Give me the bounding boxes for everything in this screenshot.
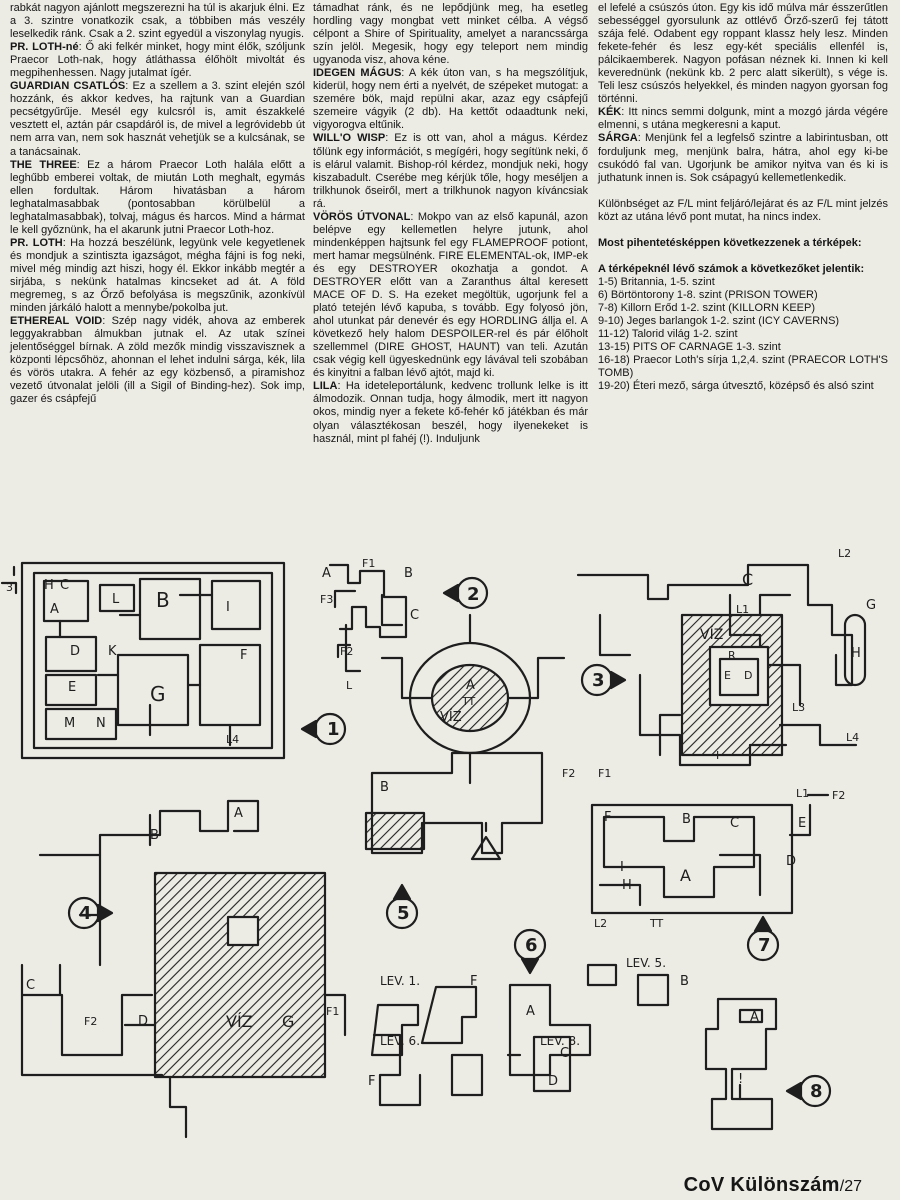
svg-text:L4: L4	[226, 733, 240, 746]
map-1-number: 1	[327, 719, 340, 740]
left-column-paragraph	[10, 237, 305, 315]
middle-column-paragraph	[313, 2, 588, 67]
svg-text:C: C	[742, 570, 754, 589]
map-8-killorn-keep-level-2	[706, 999, 776, 1129]
svg-text:M: M	[64, 716, 76, 731]
svg-text:G: G	[282, 1012, 295, 1031]
svg-text:K: K	[108, 644, 117, 659]
svg-text:B: B	[680, 974, 689, 989]
page-number: /27	[839, 1178, 862, 1195]
svg-text:D: D	[138, 1014, 149, 1029]
svg-text:A: A	[466, 678, 475, 693]
svg-text:I: I	[620, 860, 624, 875]
svg-text:!: !	[738, 1072, 744, 1087]
map-5-number: 5	[397, 903, 410, 924]
svg-text:L2: L2	[594, 917, 608, 930]
left-column-entry-heading: THE THREE	[10, 158, 77, 171]
svg-text:L: L	[112, 592, 120, 607]
svg-text:L2: L2	[838, 547, 852, 560]
svg-text:C: C	[560, 1046, 570, 1061]
svg-text:F1: F1	[362, 557, 376, 570]
map-4-britannia-level-4	[22, 801, 345, 1137]
svg-text:A: A	[322, 566, 331, 581]
legend-item: 19-20) Éteri mező, sárga útvesztő, középső és alsó szint	[598, 380, 874, 393]
svg-text:A: A	[50, 602, 59, 617]
middle-column-entry-text: : Ha ideteleportálunk, kedvenc trollunk lelke is itt álmodozik. Onnan tudja, hogy álmodik, mert itt nagyon okos, mindig nyer a fekete kő-fehér kő játékban és már olyan választékosan beszél, hogy ilyenekeket is használ, mint pl fahéj (!). Induljunk	[313, 380, 588, 445]
svg-text:H: H	[44, 578, 54, 593]
left-column-entry-heading: GUARDIAN CSATLÓS	[10, 80, 126, 93]
text-column-middle	[313, 2, 588, 446]
legend-item: 1-5) Britannia, 1-5. szint	[598, 275, 715, 288]
left-column-entry-heading: PR. LOTH	[10, 236, 63, 249]
map-legend-list	[598, 276, 888, 393]
left-column-paragraph	[10, 41, 305, 80]
middle-column-paragraph	[313, 211, 588, 381]
svg-text:C: C	[26, 978, 36, 993]
svg-text:E: E	[68, 680, 77, 695]
svg-text:F: F	[604, 810, 612, 825]
left-column-paragraph	[10, 159, 305, 237]
svg-text:A: A	[526, 1004, 535, 1019]
map-7-number: 7	[758, 935, 771, 956]
svg-text:L1: L1	[796, 787, 810, 800]
left-column-entry-heading: ETHEREAL VOID	[10, 315, 103, 328]
svg-text:L: L	[346, 679, 353, 692]
svg-text:I: I	[716, 749, 720, 762]
map-notation-note: Különbséget az F/L mint feljáró/lejárat és az F/L mint jelzés közt az utána lévő pont mutat, ha nincs index.	[598, 197, 888, 223]
middle-column-entry-heading: LILA	[313, 380, 338, 393]
svg-text:E: E	[798, 816, 807, 831]
svg-text:VÍZ: VÍZ	[440, 710, 462, 725]
svg-text:F2: F2	[562, 767, 576, 780]
left-column-paragraph	[10, 2, 305, 41]
middle-column-entry-heading: VÖRÖS ÚTVONAL	[313, 210, 411, 223]
svg-text:F: F	[470, 974, 478, 989]
left-column-entry-text: : Ő aki felkér minket, hogy mint élők, szóljunk Praecor Loth-nak, hogy átláthassa élőhölt mivoltát és megpihenhessen. Nagy jutalmat ígér.	[10, 41, 305, 80]
svg-text:F: F	[240, 648, 248, 663]
svg-text:C: C	[410, 608, 420, 623]
svg-text:A: A	[750, 1010, 759, 1025]
middle-column-paragraph	[313, 132, 588, 210]
right-column-entry-text: el lefelé a csúszós úton. Egy kis idő múlva már ésszerűtlen sebességgel gyorsulunk az ottlévő Őrző-szerű fej tátott szája felé. Odabent egy roppant klassz hely lesz. Minden fekete-fehér és lesz egy-két speciális ellenfél is, pálcikaemberek. Nagyon pofásan néznek ki. Innen ki kell keverednünk (nekünk kb. 2 perc alatt sikerült), s vége is. Teli lesz csúszós helyekkel, és minden nagyon gyorsan fog történni.	[598, 2, 888, 106]
svg-text:R: R	[728, 649, 736, 662]
legend-item: 13-15) PITS OF CARNAGE 1-3. szint	[598, 341, 781, 354]
legend-item: 6) Börtöntorony 1-8. szint (PRISON TOWER)	[598, 288, 818, 301]
svg-text:LEV. 6.: LEV. 6.	[380, 1034, 421, 1048]
left-column-entry-heading: PR. LOTH-né	[10, 41, 79, 54]
left-column-entry-text: rabkát nagyon ajánlott megszerezni ha túl is akarjuk élni. Ez a 3. szintre vonatkozik csak, a többiben más veszély leselkedik ránk. Csak a 2. szint egyedül a viszonylag nyugis.	[10, 2, 305, 41]
svg-text:G: G	[150, 682, 166, 706]
svg-text:H: H	[622, 878, 632, 893]
svg-text:C: C	[730, 816, 740, 831]
left-column-entry-text: : Ez a szellem a 3. szint elején szól hozzánk, és akkor kedves, ha rajtunk van a Guardian pecsétgyűrűje. Mesél egy kulcsról is, amit északkelé vesztett el, aztán pár csapdáról is, de mivel a legróvidebb út nem arra van, nem sok hasznát vehetjük se a kulcsának, se a tanácsainak.	[10, 80, 306, 158]
map-3-britannia-level-3	[578, 565, 865, 765]
svg-text:F1: F1	[326, 1005, 340, 1018]
map-5-britannia-level-5	[366, 615, 564, 859]
svg-text:B: B	[380, 780, 389, 795]
dungeon-maps-area	[0, 547, 900, 1170]
svg-text:A: A	[234, 806, 243, 821]
svg-text:D: D	[70, 644, 81, 659]
legend-item: 7-8) Killorn Erőd 1-2. szint (KILLORN KEEP)	[598, 301, 816, 314]
svg-text:D: D	[744, 669, 753, 682]
svg-text:N: N	[96, 716, 106, 731]
svg-text:LEV. 5.: LEV. 5.	[626, 956, 667, 970]
svg-text:F2: F2	[832, 789, 846, 802]
svg-text:A: A	[680, 866, 691, 885]
legend-heading: A térképeknél lévő számok a következőket jelentik:	[598, 262, 865, 275]
legend-item: 11-12) Talorid világ 1-2. szint	[598, 328, 738, 341]
svg-text:F1: F1	[598, 767, 612, 780]
text-column-right	[598, 2, 888, 393]
svg-text:D: D	[786, 854, 797, 869]
right-column-entry-heading: SÁRGA	[598, 132, 638, 145]
map-4-number: 4	[79, 903, 92, 924]
svg-text:I: I	[226, 600, 230, 615]
middle-column-entry-text: : Ez is ott van, ahol a mágus. Kérdez tőlünk egy információt, s megígéri, hogy segítünk neki, ő is elárul valamit. Bishop-ról kérdez, mondjuk neki, hogy kiszabadult. Cserébe meg kérjük tőle, hogy meséljen a trilkhunok őseiről, mert a trilkhunok nagyon kíváncsiak rá.	[313, 132, 589, 210]
svg-text:VÍZ: VÍZ	[700, 627, 724, 643]
svg-text:C: C	[60, 578, 70, 593]
svg-text:3: 3	[6, 581, 13, 594]
svg-text:L4: L4	[846, 731, 860, 744]
svg-text:VÍZ: VÍZ	[226, 1012, 253, 1031]
legend-item: 16-18) Praecor Loth's sírja 1,2,4. szint (PRAECOR LOTH'S TOMB)	[598, 354, 888, 380]
middle-column-entry-heading: WILL'O WISP	[313, 132, 386, 145]
svg-text:B: B	[682, 812, 691, 827]
right-column-entry-text: : Menjünk fel a legfelső szintre a labirintusban, ott forduljunk meg, menjünk balra, hátra, ahol egy ki-be csukódó fal van. Ugorjunk be amikor nyitva van és ki is juthatunk innen is. Sok csápagyú kellemetlenkedik.	[598, 132, 888, 184]
middle-column-entry-text: támadhat ránk, és ne lepődjünk meg, ha esetleg hordling vagy mongbat vett minket célba. A végső célpont a Shire of Spirituality, amelyet a narancssárga szín jelöl. Megesik, hogy egy teleport nem mindig ugyanoda visz, ahova kéne.	[313, 2, 588, 67]
middle-column-entry-heading: IDEGEN MÁGUS	[313, 67, 402, 80]
magazine-name: CoV Különszám	[683, 1174, 840, 1196]
svg-text:B: B	[150, 828, 159, 843]
right-column-paragraph	[598, 106, 888, 132]
map-3-number: 3	[592, 670, 605, 691]
maps-heading: Most pihentetésképpen következzenek a térképek:	[598, 236, 862, 249]
svg-text:B: B	[156, 588, 170, 612]
svg-text:LEV. 1.: LEV. 1.	[380, 974, 421, 988]
left-column-paragraph	[10, 315, 305, 406]
map-8-number: 8	[810, 1081, 823, 1102]
middle-column-entry-text: : Mokpo van az első kapunál, azon belépve egy kellemetlen helyre jutunk, ahol mindenképpen hajtsunk fel egy FLAMEPROOF potiont, mert hamar megsülnénk. FIRE ELEMENTAL-ok, IMP-ek és egy DESTROYER okozhatja a gondot. A DESTROYER előtt van a Zaranthus által keresett MACE OF D. S. Ha ezeket megöltük, ugorjunk fel a plató tetején lévő kapuba, s tovább. Egy folyosó jön, ahol utunkat pár denevér és egy HORDLING állja el. A következő hely halom DESPOILER-rel és pár élőholt szellemmel (DIRE GHOST, HAUNT) van teli. Azután csak végig kell ügyeskednünk egy lávával teli szobában és kinyitni a falban lévő ajtót, majd ki.	[313, 210, 589, 380]
right-column-entry-heading: KÉK	[598, 106, 622, 119]
legend-item: 9-10) Jeges barlangok 1-2. szint (ICY CAVERNS)	[598, 314, 840, 327]
middle-column-entry-text: : A kék úton van, s ha megszólítjuk, kiderül, hogy nem érti a nyelvét, de szépeket mutogat: a szemére bök, majd repülni akar, azaz egy csápfejű szemeire vágyik (2 db). Ha kettőt odaadtunk neki, vigyorogva eltűnik.	[313, 67, 588, 132]
svg-text:L3: L3	[792, 701, 806, 714]
svg-text:F2: F2	[84, 1015, 98, 1028]
right-column-entry-text: : Itt nincs semmi dolgunk, mint a mozgó járda végére elmenni, s utána megkeresni a kaput.	[598, 106, 888, 132]
svg-text:LEV. 8.: LEV. 8.	[540, 1034, 581, 1048]
svg-text:H: H	[851, 646, 861, 661]
map-2-number: 2	[467, 584, 480, 605]
left-column-entry-text: : Ha hozzá beszélünk, legyünk vele kegyetlenek és mondjuk a szintiszta igazságot, mégha fájni is fog neki, mivel még mindig azt hiszi, hogy él. Ekkor inkább megtér a sirjába, s nekünk hatalmas kincseket ad át. A föld megremeg, s az Őrző befolyása is megszűnik, azonkívül minden járkáló halott a mennybe/pokolba jut.	[10, 236, 305, 315]
dungeon-maps-drawing	[0, 547, 900, 1170]
text-column-left	[10, 2, 305, 406]
middle-column-paragraph	[313, 380, 588, 445]
svg-text:TT: TT	[462, 695, 476, 708]
svg-text:F2: F2	[340, 645, 354, 658]
svg-text:F: F	[368, 1074, 376, 1089]
svg-text:L1: L1	[736, 603, 750, 616]
right-column-paragraph	[598, 132, 888, 184]
left-column-entry-text: : Ez a három Praecor Loth halála előtt a leghűbb emberei voltak, de miután Loth meghalt, egymás ellen fordultak. Három hivatásban a három leghatalmasabbak (pontosabban körülbelül a leghatalmasabbak), tolvaj, mágus és harcos. Mind a hármat le kell győznünk, ha el akarunk jutni Praecor Loth-hoz.	[10, 158, 305, 236]
page-footer	[684, 1174, 862, 1197]
map-6-number: 6	[525, 935, 538, 956]
left-column-entry-text: : Szép nagy vidék, ahova az emberek leggyakrabban álmukban jutnak el. Az utak színei jelentőséggel bírnak. A zöld mezők mindig visszavisznek a központi lépcsőhöz, ahonnan el lehet indulni sárga, kék, lila és vörös utakra. A fehér az egy közbenső, a piramishoz vezető útvonalat jelöli (ill a Sigil of Binding-hez). Sok imp, gazer és csápfejű	[10, 315, 305, 406]
svg-text:E: E	[724, 669, 731, 682]
svg-text:TT: TT	[650, 917, 664, 930]
svg-text:D: D	[548, 1074, 559, 1089]
svg-text:B: B	[404, 566, 413, 581]
svg-text:F3: F3	[320, 593, 334, 606]
right-column-paragraph	[598, 2, 888, 106]
middle-column-paragraph	[313, 67, 588, 132]
left-column-paragraph	[10, 80, 305, 158]
svg-text:G: G	[866, 598, 877, 613]
